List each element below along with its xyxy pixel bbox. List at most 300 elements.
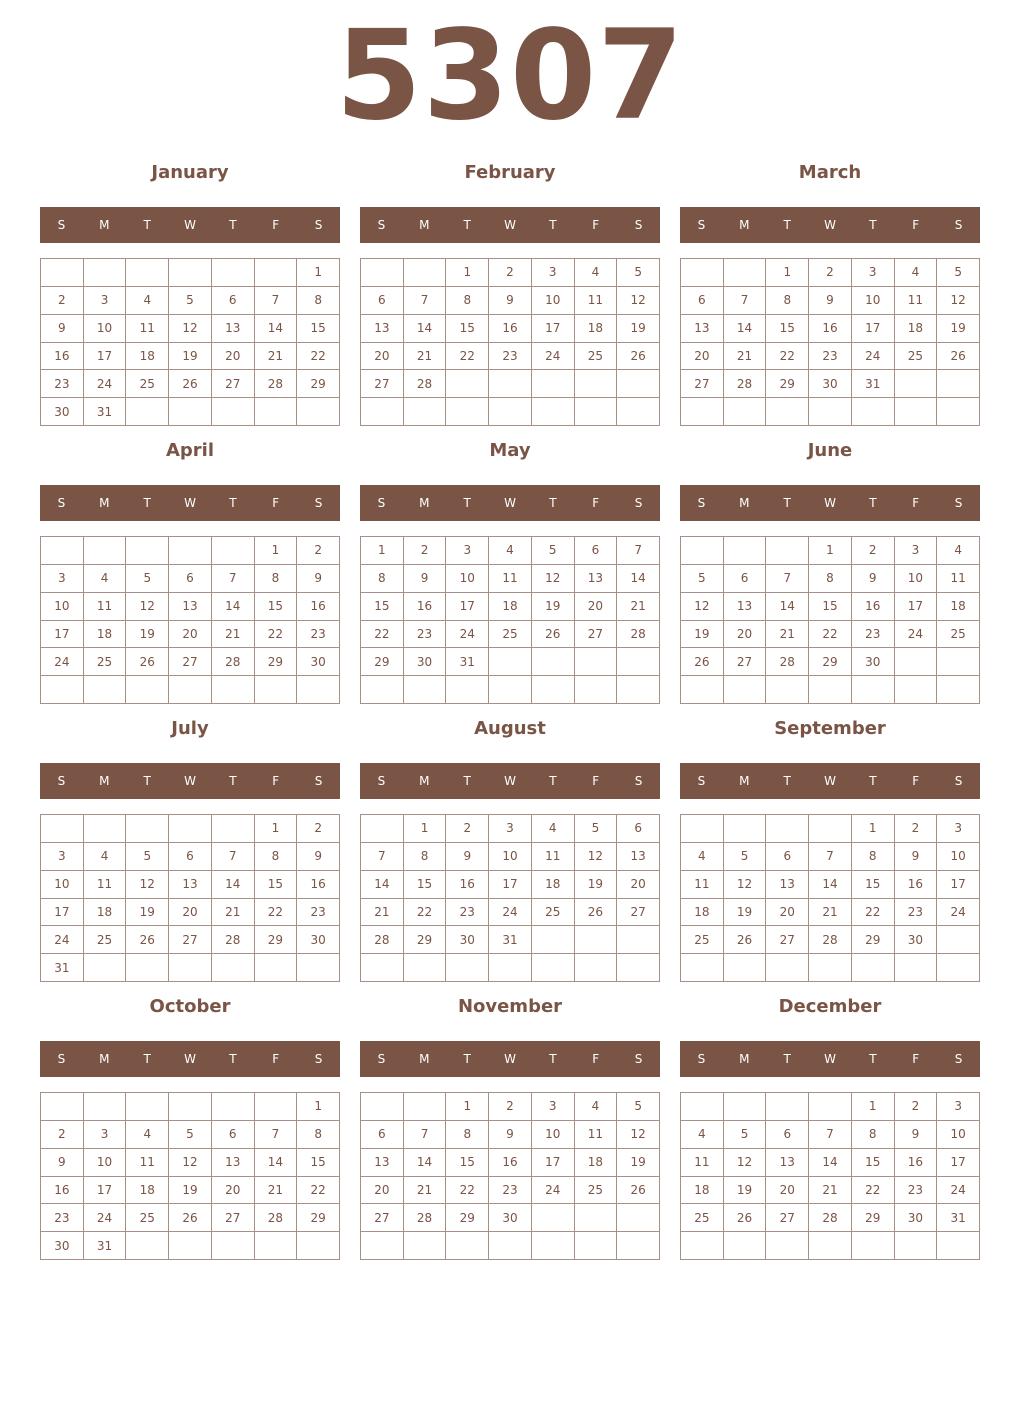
weekday-label: F	[592, 496, 600, 510]
day-cell: 6	[617, 815, 660, 843]
day-cell: 5	[169, 287, 212, 315]
weekday-label: T	[549, 1052, 557, 1066]
empty-day-cell	[212, 259, 255, 287]
day-cell: 1	[297, 1093, 340, 1121]
empty-day-cell	[361, 954, 404, 982]
weekday-label: T	[143, 218, 151, 232]
day-cell: 16	[41, 1177, 84, 1205]
month-name: October	[149, 996, 231, 1017]
empty-day-cell	[532, 1232, 575, 1260]
day-cell: 9	[446, 843, 489, 871]
day-cell: 28	[724, 370, 767, 398]
day-cell: 10	[84, 1149, 127, 1177]
empty-day-cell	[575, 1204, 618, 1232]
day-cell: 27	[212, 1204, 255, 1232]
weekday-label: T	[229, 1052, 237, 1066]
day-cell: 9	[297, 843, 340, 871]
day-cell: 19	[724, 1177, 767, 1205]
empty-day-cell	[169, 815, 212, 843]
day-cell: 16	[895, 871, 938, 899]
day-cell: 22	[809, 621, 852, 649]
weekday-label: W	[824, 218, 836, 232]
day-cell: 3	[446, 537, 489, 565]
month-name: September	[774, 718, 886, 739]
day-cell: 15	[255, 871, 298, 899]
empty-day-cell	[361, 1093, 404, 1121]
day-cell: 3	[937, 1093, 980, 1121]
day-cell: 8	[404, 843, 447, 871]
weekday-label: W	[824, 496, 836, 510]
empty-day-cell	[169, 537, 212, 565]
empty-day-cell	[937, 370, 980, 398]
day-cell: 12	[724, 1149, 767, 1177]
empty-day-cell	[895, 370, 938, 398]
weekday-label: S	[634, 496, 643, 510]
day-cell: 2	[446, 815, 489, 843]
day-cell: 16	[489, 1149, 532, 1177]
weekday-label: W	[184, 496, 196, 510]
day-cell: 17	[937, 1149, 980, 1177]
day-cell: 11	[681, 871, 724, 899]
day-cell: 3	[532, 1093, 575, 1121]
empty-day-cell	[446, 398, 489, 426]
day-cell: 4	[681, 843, 724, 871]
day-cell: 27	[575, 621, 618, 649]
day-cell: 11	[681, 1149, 724, 1177]
day-cell: 3	[852, 259, 895, 287]
day-cell: 28	[361, 926, 404, 954]
day-cell: 22	[297, 343, 340, 371]
day-cell: 21	[255, 343, 298, 371]
day-cell: 20	[169, 621, 212, 649]
day-cell: 12	[169, 315, 212, 343]
day-cell: 18	[937, 593, 980, 621]
weekday-label: F	[592, 774, 600, 788]
day-cell: 3	[84, 1121, 127, 1149]
day-cell: 20	[681, 343, 724, 371]
day-cell: 11	[126, 315, 169, 343]
day-cell: 5	[617, 1093, 660, 1121]
empty-day-cell	[724, 954, 767, 982]
day-cell: 18	[575, 315, 618, 343]
empty-day-cell	[126, 537, 169, 565]
empty-day-cell	[575, 398, 618, 426]
day-cell: 24	[84, 370, 127, 398]
day-cell: 4	[575, 1093, 618, 1121]
day-cell: 8	[852, 843, 895, 871]
day-cell: 20	[212, 343, 255, 371]
day-cell: 7	[361, 843, 404, 871]
day-cell: 18	[84, 621, 127, 649]
day-cell: 2	[297, 815, 340, 843]
day-cell: 31	[446, 648, 489, 676]
day-cell: 9	[297, 565, 340, 593]
weekday-label: F	[272, 496, 280, 510]
month-name: April	[165, 440, 215, 461]
day-cell: 22	[255, 621, 298, 649]
day-cell: 18	[681, 1177, 724, 1205]
day-cell: 5	[126, 843, 169, 871]
day-cell: 27	[766, 1204, 809, 1232]
empty-day-cell	[532, 398, 575, 426]
month-name: February	[464, 162, 556, 183]
empty-day-cell	[937, 648, 980, 676]
day-cell: 12	[169, 1149, 212, 1177]
day-cell: 21	[404, 343, 447, 371]
weekday-header	[680, 485, 980, 521]
day-cell: 11	[84, 593, 127, 621]
day-cell: 13	[766, 871, 809, 899]
weekday-label: S	[634, 218, 643, 232]
weekday-label: T	[143, 496, 151, 510]
day-cell: 14	[809, 1149, 852, 1177]
day-cell: 10	[41, 871, 84, 899]
empty-day-cell	[404, 1093, 447, 1121]
day-cell: 29	[255, 648, 298, 676]
weekday-label: S	[954, 218, 963, 232]
day-cell: 16	[489, 315, 532, 343]
weekday-label: S	[57, 774, 66, 788]
day-cell: 23	[41, 370, 84, 398]
day-cell: 17	[532, 1149, 575, 1177]
empty-day-cell	[126, 1232, 169, 1260]
empty-day-cell	[404, 398, 447, 426]
day-cell: 7	[809, 843, 852, 871]
day-cell: 14	[617, 565, 660, 593]
weekday-label: T	[869, 496, 877, 510]
day-cell: 10	[41, 593, 84, 621]
day-cell: 16	[446, 871, 489, 899]
day-cell: 28	[255, 370, 298, 398]
day-grid	[360, 814, 660, 982]
day-cell: 7	[724, 287, 767, 315]
weekday-label: M	[739, 1052, 750, 1066]
empty-day-cell	[255, 954, 298, 982]
empty-day-cell	[575, 676, 618, 704]
day-grid	[40, 536, 340, 704]
day-cell: 15	[852, 871, 895, 899]
weekday-label: T	[783, 1052, 791, 1066]
day-cell: 28	[766, 648, 809, 676]
weekday-label: F	[592, 218, 600, 232]
day-cell: 5	[575, 815, 618, 843]
day-cell: 16	[895, 1149, 938, 1177]
day-cell: 4	[84, 565, 127, 593]
day-cell: 13	[169, 871, 212, 899]
weekday-label: F	[912, 1052, 920, 1066]
day-cell: 4	[489, 537, 532, 565]
day-cell: 15	[809, 593, 852, 621]
day-cell: 7	[809, 1121, 852, 1149]
empty-day-cell	[446, 954, 489, 982]
day-cell: 15	[297, 315, 340, 343]
day-cell: 17	[852, 315, 895, 343]
weekday-header	[680, 763, 980, 799]
day-cell: 6	[169, 843, 212, 871]
empty-day-cell	[126, 398, 169, 426]
day-cell: 8	[766, 287, 809, 315]
empty-day-cell	[937, 926, 980, 954]
day-cell: 16	[297, 593, 340, 621]
weekday-header	[40, 1041, 340, 1077]
day-cell: 24	[937, 1177, 980, 1205]
empty-day-cell	[361, 398, 404, 426]
empty-day-cell	[84, 537, 127, 565]
weekday-label: S	[314, 1052, 323, 1066]
day-cell: 18	[895, 315, 938, 343]
day-cell: 4	[575, 259, 618, 287]
empty-day-cell	[895, 398, 938, 426]
day-cell: 28	[404, 370, 447, 398]
day-cell: 14	[724, 315, 767, 343]
weekday-label: M	[419, 496, 430, 510]
day-cell: 21	[809, 899, 852, 927]
day-cell: 27	[212, 370, 255, 398]
weekday-label: S	[954, 1052, 963, 1066]
weekday-label: T	[463, 496, 471, 510]
empty-day-cell	[575, 648, 618, 676]
weekday-label: W	[824, 774, 836, 788]
empty-day-cell	[809, 815, 852, 843]
day-cell: 9	[852, 565, 895, 593]
day-cell: 17	[41, 621, 84, 649]
day-cell: 31	[937, 1204, 980, 1232]
weekday-label: S	[634, 1052, 643, 1066]
weekday-label: T	[463, 1052, 471, 1066]
weekday-label: M	[419, 774, 430, 788]
day-cell: 23	[297, 621, 340, 649]
empty-day-cell	[852, 398, 895, 426]
day-cell: 15	[446, 315, 489, 343]
weekday-label: M	[99, 496, 110, 510]
day-cell: 16	[404, 593, 447, 621]
day-cell: 18	[575, 1149, 618, 1177]
day-cell: 12	[617, 1121, 660, 1149]
empty-day-cell	[724, 537, 767, 565]
empty-day-cell	[532, 648, 575, 676]
day-cell: 6	[212, 1121, 255, 1149]
day-cell: 7	[212, 565, 255, 593]
weekday-label: T	[143, 1052, 151, 1066]
day-cell: 29	[446, 1204, 489, 1232]
weekday-header	[360, 207, 660, 243]
day-cell: 23	[41, 1204, 84, 1232]
day-cell: 29	[852, 926, 895, 954]
day-cell: 25	[575, 343, 618, 371]
empty-day-cell	[809, 398, 852, 426]
day-cell: 26	[126, 926, 169, 954]
year-title: 5307	[335, 4, 685, 148]
day-cell: 7	[404, 287, 447, 315]
day-cell: 6	[169, 565, 212, 593]
day-cell: 23	[404, 621, 447, 649]
empty-day-cell	[212, 398, 255, 426]
empty-day-cell	[809, 1093, 852, 1121]
day-cell: 27	[766, 926, 809, 954]
day-cell: 3	[532, 259, 575, 287]
day-cell: 20	[212, 1177, 255, 1205]
day-cell: 29	[297, 1204, 340, 1232]
day-cell: 1	[852, 815, 895, 843]
day-cell: 10	[937, 1121, 980, 1149]
weekday-label: F	[272, 218, 280, 232]
day-cell: 18	[126, 1177, 169, 1205]
weekday-label: S	[57, 496, 66, 510]
weekday-label: W	[504, 774, 516, 788]
empty-day-cell	[681, 259, 724, 287]
day-cell: 13	[724, 593, 767, 621]
day-cell: 24	[852, 343, 895, 371]
empty-day-cell	[681, 1093, 724, 1121]
weekday-label: W	[184, 218, 196, 232]
empty-day-cell	[169, 676, 212, 704]
day-cell: 6	[766, 1121, 809, 1149]
day-cell: 17	[489, 871, 532, 899]
day-cell: 1	[255, 537, 298, 565]
empty-day-cell	[489, 398, 532, 426]
day-cell: 29	[361, 648, 404, 676]
day-cell: 27	[724, 648, 767, 676]
day-cell: 24	[489, 899, 532, 927]
empty-day-cell	[41, 1093, 84, 1121]
weekday-label: F	[272, 1052, 280, 1066]
day-cell: 27	[361, 1204, 404, 1232]
day-cell: 19	[937, 315, 980, 343]
day-cell: 28	[255, 1204, 298, 1232]
weekday-label: W	[504, 218, 516, 232]
day-cell: 4	[895, 259, 938, 287]
day-cell: 2	[895, 815, 938, 843]
day-cell: 5	[169, 1121, 212, 1149]
empty-day-cell	[937, 1232, 980, 1260]
day-cell: 19	[169, 1177, 212, 1205]
empty-day-cell	[404, 954, 447, 982]
day-cell: 24	[895, 621, 938, 649]
weekday-label: S	[314, 496, 323, 510]
day-cell: 3	[895, 537, 938, 565]
day-cell: 26	[724, 926, 767, 954]
day-cell: 30	[41, 1232, 84, 1260]
empty-day-cell	[532, 926, 575, 954]
day-cell: 5	[724, 1121, 767, 1149]
day-cell: 14	[212, 871, 255, 899]
empty-day-cell	[766, 954, 809, 982]
day-grid	[680, 258, 980, 426]
day-cell: 23	[809, 343, 852, 371]
day-cell: 8	[297, 287, 340, 315]
day-grid	[680, 1092, 980, 1260]
day-cell: 5	[937, 259, 980, 287]
day-cell: 7	[255, 1121, 298, 1149]
empty-day-cell	[84, 954, 127, 982]
weekday-label: S	[697, 218, 706, 232]
day-cell: 20	[575, 593, 618, 621]
day-cell: 1	[255, 815, 298, 843]
day-cell: 4	[681, 1121, 724, 1149]
weekday-label: T	[463, 774, 471, 788]
day-cell: 8	[446, 1121, 489, 1149]
day-cell: 9	[41, 315, 84, 343]
day-cell: 22	[852, 1177, 895, 1205]
day-cell: 2	[489, 1093, 532, 1121]
day-cell: 24	[41, 926, 84, 954]
empty-day-cell	[895, 954, 938, 982]
empty-day-cell	[126, 676, 169, 704]
day-cell: 3	[84, 287, 127, 315]
day-cell: 2	[852, 537, 895, 565]
day-cell: 19	[617, 1149, 660, 1177]
weekday-label: M	[419, 218, 430, 232]
day-cell: 21	[724, 343, 767, 371]
day-cell: 21	[361, 899, 404, 927]
day-cell: 14	[766, 593, 809, 621]
day-cell: 1	[361, 537, 404, 565]
empty-day-cell	[809, 1232, 852, 1260]
day-cell: 12	[126, 593, 169, 621]
day-cell: 22	[766, 343, 809, 371]
day-cell: 19	[532, 593, 575, 621]
empty-day-cell	[169, 398, 212, 426]
month-name: December	[778, 996, 882, 1017]
day-cell: 15	[446, 1149, 489, 1177]
day-cell: 25	[532, 899, 575, 927]
empty-day-cell	[766, 537, 809, 565]
empty-day-cell	[617, 398, 660, 426]
day-cell: 7	[212, 843, 255, 871]
day-cell: 20	[617, 871, 660, 899]
day-cell: 26	[681, 648, 724, 676]
day-cell: 27	[169, 648, 212, 676]
empty-day-cell	[489, 954, 532, 982]
empty-day-cell	[297, 954, 340, 982]
day-grid	[680, 536, 980, 704]
day-cell: 24	[446, 621, 489, 649]
weekday-label: T	[869, 774, 877, 788]
day-cell: 31	[84, 1232, 127, 1260]
day-cell: 17	[84, 1177, 127, 1205]
weekday-label: S	[697, 774, 706, 788]
day-cell: 22	[446, 343, 489, 371]
empty-day-cell	[724, 1093, 767, 1121]
day-cell: 8	[809, 565, 852, 593]
empty-day-cell	[617, 1204, 660, 1232]
day-cell: 11	[489, 565, 532, 593]
day-cell: 30	[297, 648, 340, 676]
day-cell: 16	[297, 871, 340, 899]
day-cell: 1	[852, 1093, 895, 1121]
month-name: August	[474, 718, 546, 739]
day-cell: 25	[681, 1204, 724, 1232]
day-cell: 25	[84, 926, 127, 954]
day-cell: 21	[809, 1177, 852, 1205]
day-cell: 30	[446, 926, 489, 954]
day-cell: 12	[937, 287, 980, 315]
day-cell: 8	[255, 843, 298, 871]
day-cell: 1	[404, 815, 447, 843]
day-cell: 30	[852, 648, 895, 676]
month-name: January	[151, 162, 229, 183]
day-grid	[40, 814, 340, 982]
day-cell: 19	[724, 899, 767, 927]
day-cell: 28	[212, 926, 255, 954]
day-cell: 26	[532, 621, 575, 649]
day-cell: 29	[297, 370, 340, 398]
day-cell: 1	[446, 1093, 489, 1121]
day-cell: 5	[126, 565, 169, 593]
day-cell: 19	[681, 621, 724, 649]
weekday-label: T	[549, 496, 557, 510]
day-cell: 10	[895, 565, 938, 593]
